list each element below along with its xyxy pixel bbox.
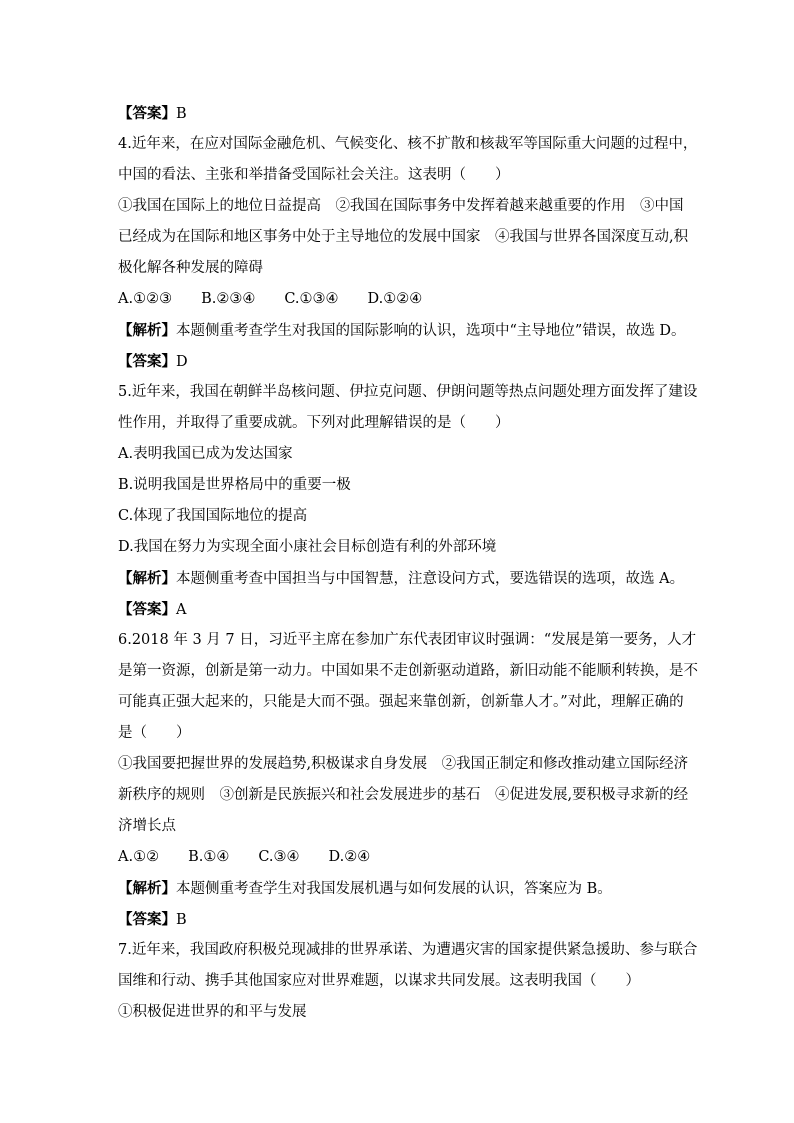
explanation-q4: 【解析】本题侧重考查学生对我国的国际影响的认识，选项中“主导地位”错误，故选 D。	[118, 322, 686, 339]
answer-q6: 【答案】B	[118, 911, 187, 928]
question-5-option-d: D.我国在努力为实现全面小康社会目标创造有利的外部环境	[118, 539, 497, 555]
question-5-line-2: 性作用，并取得了重要成就。下列对此理解错误的是（ ）	[118, 415, 510, 431]
question-4-line-1: 4.近年来，在应对国际金融危机、气候变化、核不扩散和核裁军等国际重大问题的过程中，	[118, 136, 698, 152]
question-5-line-1: 5.近年来，我国在朝鲜半岛核问题、伊拉克问题、伊朗问题等热点问题处理方面发挥了建设	[118, 384, 698, 400]
section-label: 【答案】	[118, 911, 176, 928]
question-6-line-1: 6.2018 年 3 月 7 日，习近平主席在参加广东代表团审议时强调：“发展是第一要务，人才	[118, 632, 697, 648]
section-label: 【解析】	[118, 880, 176, 897]
answer-q3: 【答案】B	[118, 105, 187, 122]
section-label: 【答案】	[118, 105, 176, 122]
question-5-option-c: C.体现了我国国际地位的提高	[118, 508, 308, 524]
answer-q5: 【答案】A	[118, 601, 187, 618]
question-7-line-2: 国维和行动、携手其他国家应对世界难题，以谋求共同发展。这表明我国（ ）	[118, 973, 640, 989]
question-7-line-3: ①积极促进世界的和平与发展	[118, 1004, 307, 1020]
question-6-line-2: 是第一资源，创新是第一动力。中国如果不走创新驱动道路，新旧动能不能顺利转换，是不	[118, 663, 698, 679]
section-label: 【答案】	[118, 601, 176, 618]
question-4-line-4: 已经成为在国际和地区事务中处于主导地位的发展中国家 ④我国与世界各国深度互动,积	[118, 229, 689, 245]
document-page	[118, 98, 698, 1028]
question-6-line-6: 新秩序的规则 ③创新是民族振兴和社会发展进步的基石 ④促进发展,要积极寻求新的经	[118, 787, 689, 803]
question-6-line-4: 是（ ）	[118, 725, 191, 741]
answer-q4: 【答案】D	[118, 353, 188, 370]
question-7-line-1: 7.近年来，我国政府积极兑现减排的世界承诺、为遭遇灾害的国家提供紧急援助、参与联合	[118, 942, 698, 958]
question-4-line-5: 极化解各种发展的障碍	[118, 260, 263, 276]
question-6-line-7: 济增长点	[118, 818, 176, 834]
section-label: 【解析】	[118, 570, 176, 587]
question-5-option-a: A.表明我国已成为发达国家	[118, 446, 293, 462]
question-5-option-b: B.说明我国是世界格局中的重要一极	[118, 477, 351, 493]
question-6-line-5: ①我国要把握世界的发展趋势,积极谋求自身发展 ②我国正制定和修改推动建立国际经济	[118, 756, 689, 772]
explanation-q5: 【解析】本题侧重考查中国担当与中国智慧，注意设问方式，要选错误的选项，故选 A。	[118, 570, 685, 587]
explanation-q6: 【解析】本题侧重考查学生对我国发展机遇与如何发展的认识，答案应为 B。	[118, 880, 612, 897]
question-4-line-3: ①我国在国际上的地位日益提高 ②我国在国际事务中发挥着越来越重要的作用 ③中国	[118, 198, 684, 214]
question-6-line-3: 可能真正强大起来的，只能是大而不强。强起来靠创新，创新靠人才。”对此，理解正确的	[118, 694, 684, 710]
section-label: 【解析】	[118, 322, 176, 339]
question-4-line-2: 中国的看法、主张和举措备受国际社会关注。这表明（ ）	[118, 167, 510, 183]
question-4-options: A.①②③ B.②③④ C.①③④ D.①②④	[118, 291, 423, 307]
section-label: 【答案】	[118, 353, 176, 370]
question-6-options: A.①② B.①④ C.③④ D.②④	[118, 849, 371, 865]
